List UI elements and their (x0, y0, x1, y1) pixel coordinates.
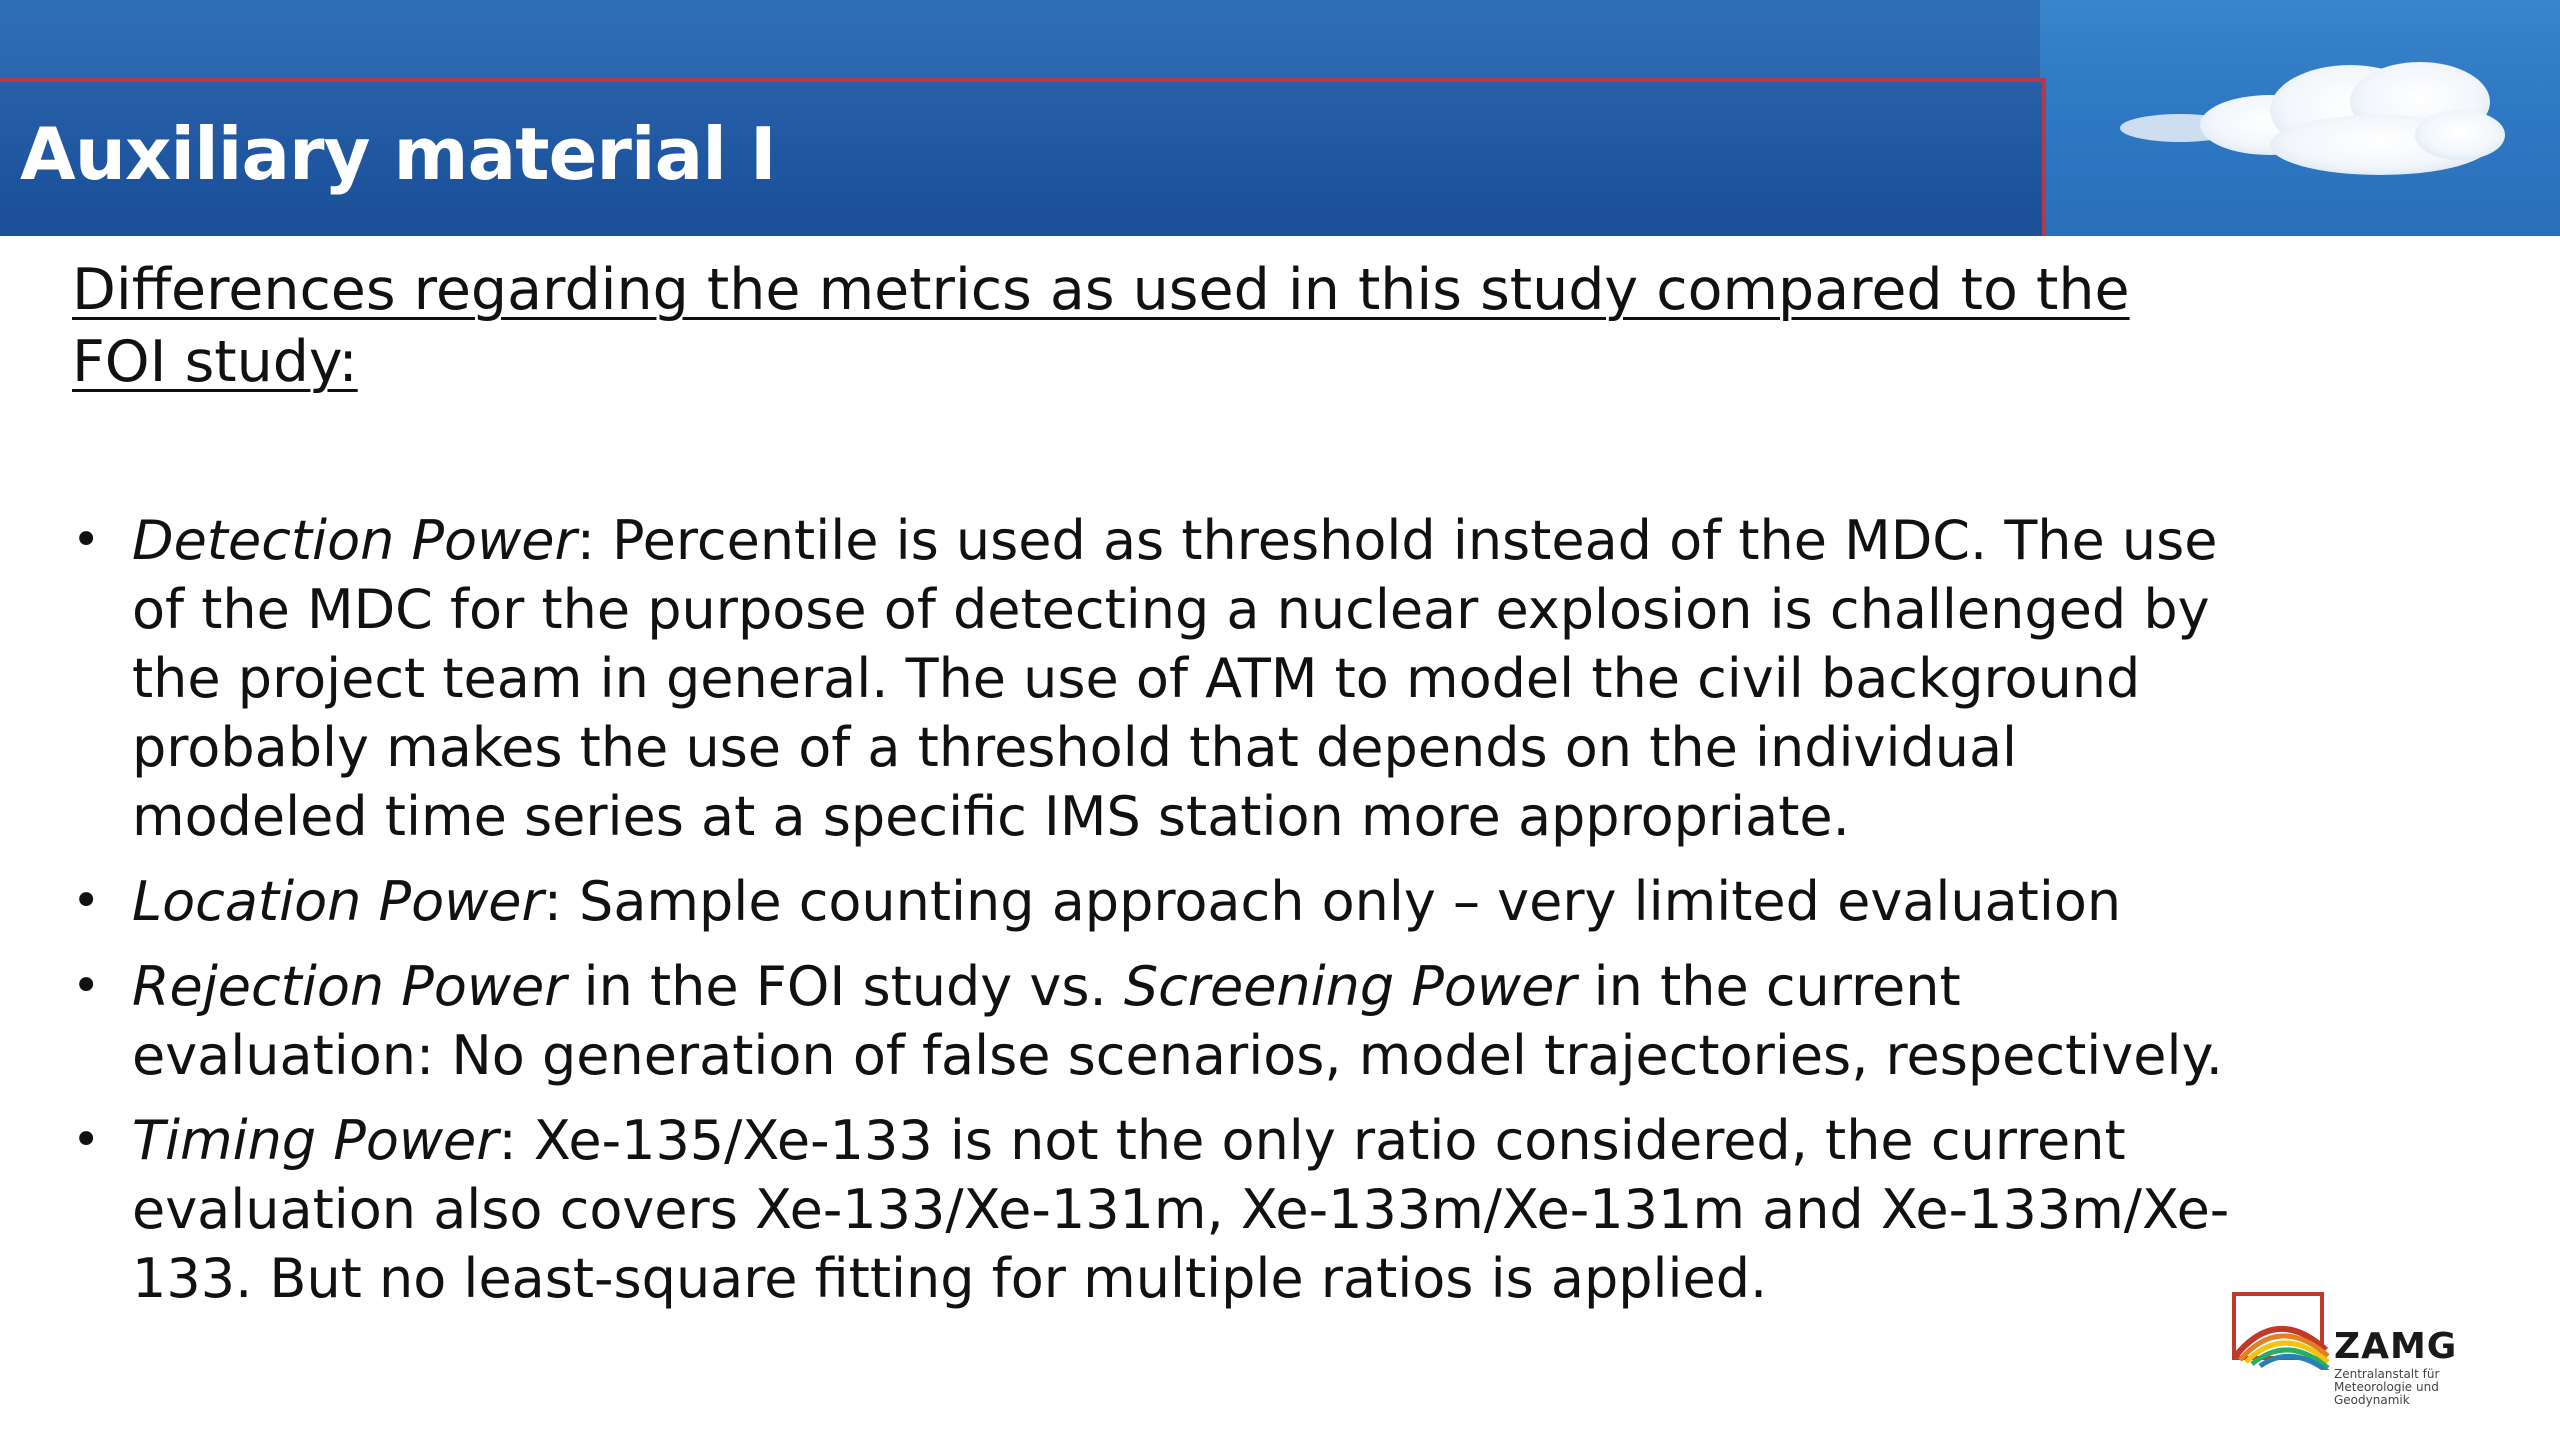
bullet-item-detection-power (72, 506, 2232, 851)
rainbow-logo-icon (2230, 1290, 2330, 1370)
bullet-term: Rejection Power (132, 955, 567, 1018)
bullet-icon: • (72, 958, 101, 1014)
bullet-item-rejection-power (72, 952, 2232, 1090)
bullet-icon: • (72, 1112, 101, 1168)
bullet-icon: • (72, 512, 101, 568)
bullet-icon: • (72, 873, 101, 929)
bullet-text: : Sample counting approach only – very limited evaluation (543, 870, 2122, 933)
logo-name: ZAMG (2334, 1326, 2458, 1367)
bullet-item-location-power (72, 867, 2232, 936)
bullet-text: in the FOI study vs. (566, 955, 1124, 1018)
bullet-term-secondary: Screening Power (1123, 955, 1577, 1018)
bullet-term: Location Power (132, 870, 544, 933)
bullet-term: Detection Power (132, 509, 577, 572)
logo-subtitle: Zentralanstalt für Meteorologie und Geodynamik (2334, 1367, 2440, 1407)
zamg-logo (2230, 1284, 2490, 1414)
slide-header (0, 0, 2560, 236)
slide-title: Auxiliary material I (20, 112, 776, 196)
bullet-item-timing-power (72, 1106, 2232, 1313)
bullet-text: : Xe-135/Xe-133 is not the only ratio considered, the current evaluation also covers Xe-133/Xe-131m, Xe-133m/Xe-131m and Xe-133m/Xe-133. But no least-square fitting for multiple ratios is applied. (132, 1109, 2230, 1310)
bullet-term: Timing Power (132, 1109, 499, 1172)
bullet-list (72, 506, 2232, 1329)
bullet-text: : Percentile is used as threshold instead of the MDC. The use of the MDC for the purpose of detecting a nuclear explosion is challenged by the project team in general. The use of ATM to model the civil background probably makes the use of a threshold that depends on the individual modeled time series at a specific IMS station more appropriate. (132, 509, 2218, 848)
cloud-icon (2100, 40, 2520, 200)
bullet-text-secondary: in the current evaluation: No generation of false scenarios, model trajectories, respectively. (132, 955, 2223, 1087)
slide-subtitle: Differences regarding the metrics as used in this study compared to the FOI study: (72, 257, 2130, 395)
